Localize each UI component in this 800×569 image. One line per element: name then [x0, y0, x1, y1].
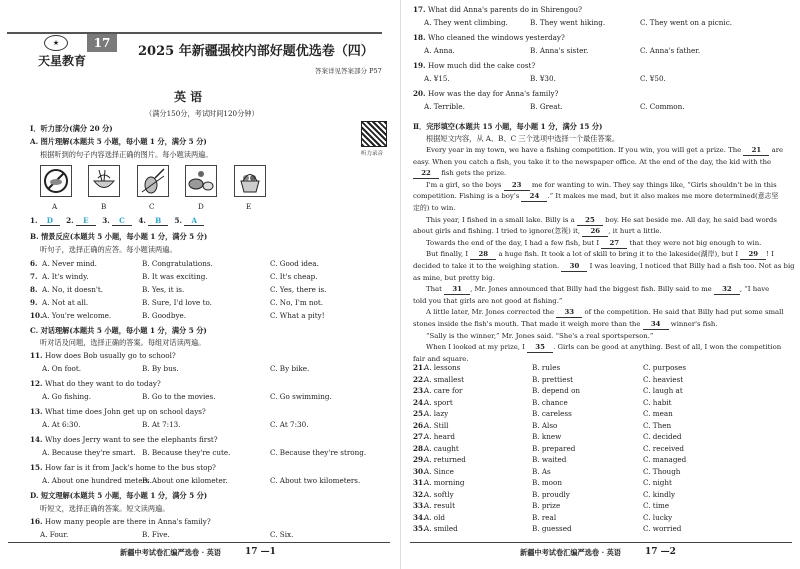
option-c[interactable]: C. At 7:30.	[270, 420, 309, 429]
passage-line: 22 fish gets the prize.	[413, 169, 506, 179]
option-c[interactable]: C. laugh at	[643, 386, 683, 395]
passage-line: fair and square.	[413, 354, 469, 363]
option-a[interactable]: A. old	[424, 512, 445, 522]
left-footer-text: 新疆中考试卷汇编严选卷 · 英语	[120, 548, 221, 557]
cloze-blank[interactable]: 25	[577, 216, 603, 226]
question-stem: 11. How does Bob usually go to school?	[30, 351, 176, 360]
question-stem: 18. Who cleaned the windows yesterday?	[413, 33, 565, 42]
option-a[interactable]: A. Go fishing.	[42, 392, 92, 401]
option-b[interactable]: B. chance	[532, 397, 568, 407]
passage-line: “Sally is the winner,” Mr. Jones said. “She's a real sportsperson.”	[426, 331, 654, 340]
question-number: 9.	[30, 298, 38, 307]
option-a[interactable]: A. heard	[424, 432, 455, 441]
passage-line: When I looked at my prize, I 35 . Girls can be good at anything. Best of all, I won the competition	[426, 343, 782, 352]
option-b[interactable]: B. Also	[532, 420, 558, 430]
cloze-blank[interactable]: 26	[582, 227, 608, 237]
option-c[interactable]: C. received	[643, 443, 684, 453]
option-b[interactable]: B. Anna's sister.	[530, 46, 589, 55]
option-c[interactable]: C. Because they're strong.	[270, 448, 367, 457]
cloze-blank[interactable]: 23	[504, 181, 530, 191]
option-number: 32.	[413, 489, 426, 499]
option-a[interactable]: A. On foot.	[42, 364, 82, 373]
option-c[interactable]: C. Anna's father.	[640, 46, 701, 55]
cloze-blank[interactable]: 28	[470, 250, 496, 260]
option-a[interactable]: A. It's windy.	[42, 272, 89, 281]
passage-line: decided to take it to the weighing station. 30 I was leaving, I noticed that Billy had a fish too. Not as big	[413, 262, 795, 270]
cloze-blank[interactable]: 22	[413, 169, 439, 179]
question-number: 10.	[30, 311, 43, 320]
option-c[interactable]: C. night	[643, 478, 672, 487]
option-a[interactable]: A. Not at all.	[42, 298, 89, 307]
option-number: 22.	[413, 374, 426, 384]
q16-option-b[interactable]: B. Five.	[142, 530, 170, 539]
option-a[interactable]: A. lessons	[424, 363, 461, 372]
option-a[interactable]: A. lazy	[424, 409, 449, 418]
fruit-basket-icon	[235, 166, 265, 196]
passage-line: Towards the end of the day, I had a few fish, but I 27 that they were not big enough to win.	[426, 238, 762, 247]
option-a[interactable]: A. care for	[424, 386, 463, 395]
option-c[interactable]: C. worried	[643, 524, 682, 533]
option-b[interactable]: B. Go to the movies.	[142, 392, 216, 401]
option-a[interactable]: A. smallest	[424, 374, 464, 384]
option-a[interactable]: A. morning	[424, 478, 465, 487]
answer-1: D	[40, 216, 60, 226]
part-a-heading: A. 图片理解(本题共 5 小题，每小题 1 分，满分 5 分)	[30, 137, 207, 146]
passage-line: Every year in my town, we have a fishing competition. If you win, you will get a prize. The 21 are	[426, 146, 784, 154]
option-b[interactable]: B. careless	[532, 409, 572, 418]
option-a[interactable]: A. Still	[424, 420, 449, 430]
header-rule	[7, 32, 382, 34]
option-b[interactable]: B. waited	[532, 455, 567, 464]
option-b[interactable]: B. About one kilometer.	[142, 476, 228, 485]
option-number: 27.	[413, 432, 426, 441]
brand-name: 天星教育	[38, 54, 87, 68]
pic-letter-a: A	[52, 202, 58, 211]
option-a[interactable]: A. No, it doesn't.	[42, 285, 104, 294]
option-number: 35.	[413, 524, 426, 533]
question-number: 6.	[30, 259, 38, 268]
picture-a-no-food	[40, 165, 72, 197]
qr-caption: 听力录音	[361, 151, 384, 157]
cloze-blank[interactable]: 21	[743, 146, 769, 156]
option-number: 30.	[413, 466, 426, 476]
option-b[interactable]: B. ¥30.	[530, 74, 556, 83]
passage-line: stones inside the fish's mouth. That made it weigh more than the 34 winner's fish.	[413, 320, 718, 328]
option-b[interactable]: B. rules	[532, 363, 561, 372]
option-c[interactable]: C. purposes	[643, 363, 687, 372]
option-c[interactable]: C. No, I'm not.	[270, 298, 324, 307]
option-a[interactable]: A. softly	[424, 489, 454, 499]
question-16: 16. How many people are there in Anna's family?	[30, 517, 211, 526]
question-number: 7.	[30, 272, 38, 281]
option-b[interactable]: B. Sure, I'd love to.	[142, 298, 212, 307]
option-a[interactable]: A. result	[424, 501, 455, 510]
question-stem: 14. Why does Jerry want to see the elephants first?	[30, 435, 218, 444]
option-a[interactable]: A. Because they're smart.	[42, 448, 136, 457]
right-footer-page: 17 —2	[645, 547, 676, 557]
option-b[interactable]: B. As	[532, 466, 551, 476]
option-a[interactable]: A. Never mind.	[42, 259, 97, 268]
cloze-blank[interactable]: 35	[527, 343, 553, 353]
option-c[interactable]: C. Though	[643, 466, 681, 476]
question-stem: 15. How far is it from Jack's home to the bus stop?	[30, 463, 216, 472]
option-a[interactable]: A. At 6:30.	[42, 420, 81, 429]
option-a[interactable]: A. ¥15.	[424, 74, 450, 83]
right-footer-rule	[410, 542, 792, 543]
q16-option-a[interactable]: A. Four.	[40, 530, 69, 539]
option-c[interactable]: C. habit	[643, 397, 672, 407]
option-c[interactable]: C. About two kilometers.	[270, 476, 361, 485]
cloze-blank[interactable]: 34	[643, 320, 669, 330]
option-c[interactable]: C. time	[643, 501, 670, 510]
option-b[interactable]: B. It was exciting.	[142, 272, 208, 281]
option-c[interactable]: C. lucky	[643, 512, 673, 522]
passage-line: This year, I fished in a small lake. Billy is a 25 boy. He sat beside me. All day, he said bad words	[426, 215, 777, 224]
option-c[interactable]: C. They went on a picnic.	[640, 18, 733, 27]
option-number: 28.	[413, 443, 426, 453]
option-number: 31.	[413, 478, 426, 487]
question-number: 8.	[30, 285, 38, 294]
option-a[interactable]: A. They went climbing.	[424, 18, 508, 27]
option-a[interactable]: A. sport	[424, 397, 453, 407]
option-b[interactable]: B. prize	[532, 501, 561, 510]
option-b[interactable]: B. proudly	[532, 489, 570, 499]
option-c[interactable]: C. Common.	[640, 102, 685, 111]
pic-letter-c: C	[149, 202, 155, 211]
pic-letter-e: E	[246, 202, 252, 211]
page-title: 2025 年新疆强校内部好题优选卷（四）	[138, 44, 374, 59]
passage-line: competition. Fishing is a boy's 24 .” It makes me mad, but it also makes me more determined(意志坚	[413, 192, 779, 201]
option-number: 33.	[413, 501, 426, 510]
option-c[interactable]: C. It's cheap.	[270, 272, 318, 281]
option-c[interactable]: C. mean	[643, 409, 673, 418]
option-b[interactable]: B. Because they're cute.	[142, 448, 231, 457]
option-number: 21.	[413, 363, 426, 372]
answer-2: E	[76, 216, 96, 226]
option-a[interactable]: A. smiled	[424, 524, 458, 533]
option-b[interactable]: B. depend on	[532, 386, 581, 395]
option-b[interactable]: B. Goodbye.	[142, 311, 187, 320]
section-listening: Ⅰ．听力部分(满分 20 分)	[30, 124, 113, 133]
passage-line: That 31 , Mr. Jones announced that Billy had the biggest fish. Billy said to me 32 , “I have	[426, 285, 770, 294]
passage-line: But finally, I 28 a huge fish. It took a lot of skill to bring it to the lakeside(湖岸), but I 29 ! I	[426, 250, 774, 259]
cloze-blank[interactable]: 33	[556, 308, 582, 318]
option-a[interactable]: A. returned	[424, 455, 466, 464]
passage-line: 定的) to win.	[413, 204, 456, 212]
part-d-instructions: 听短文，选择正确的答案。短文读两遍。	[40, 504, 170, 513]
picture-c-violin	[137, 165, 169, 197]
brand-logo: ★	[44, 35, 68, 51]
subject-heading: 英 语	[174, 90, 203, 104]
option-c[interactable]: C. managed	[643, 455, 687, 464]
cloze-blank[interactable]: 30	[561, 262, 587, 272]
qr-code[interactable]	[361, 121, 387, 147]
option-c[interactable]: C. kindly	[643, 489, 676, 499]
option-c[interactable]: C. Then	[643, 420, 672, 430]
option-a[interactable]: A. Since	[424, 466, 454, 476]
violin-icon	[138, 166, 168, 196]
option-c[interactable]: C. Yes, there is.	[270, 285, 327, 294]
no-food-icon	[41, 166, 71, 196]
answer-4: B	[148, 216, 168, 226]
q16-option-c[interactable]: C. Six.	[270, 530, 294, 539]
paper-number-badge: 17	[87, 34, 117, 52]
option-b[interactable]: B. Yes, it is.	[142, 285, 185, 294]
passage-line: as mine, but pretty big.	[413, 273, 495, 282]
cloze-instructions: 根据短文内容，从 A、B、C 三个选项中选择一个最佳答案。	[426, 134, 620, 143]
option-b[interactable]: B. guessed	[532, 524, 572, 533]
answer-3: C	[112, 216, 132, 226]
option-number: 25.	[413, 409, 426, 418]
page-divider	[400, 0, 401, 569]
picture-d-farm-animals	[185, 165, 217, 197]
option-b[interactable]: B. prepared	[532, 443, 576, 453]
question-stem: 12. What do they want to do today?	[30, 379, 161, 388]
option-b[interactable]: B. knew	[532, 432, 562, 441]
option-b[interactable]: B. By bus.	[142, 364, 179, 373]
passage-line: easy. When you catch a fish, you take it to the newspaper office. At the end of the day, the kid with the	[413, 157, 772, 166]
option-number: 34.	[413, 512, 426, 522]
option-c[interactable]: C. decided	[643, 432, 682, 441]
part-c-instructions: 听对话及问题，选择正确的答案。每组对话读两遍。	[40, 338, 206, 347]
passage-line: about girls and fishing. I tried to ignore(忽视) it, 26 , it hurt a little.	[413, 227, 662, 236]
answer-5: A	[184, 216, 204, 226]
option-a[interactable]: A. About one hundred meters.	[42, 476, 152, 485]
answer-line: 1. D 2. E 3. C 4. B 5. A	[30, 216, 204, 226]
option-c[interactable]: C. Good idea.	[270, 259, 319, 268]
cloze-blank[interactable]: 27	[601, 239, 627, 249]
animals-icon	[186, 166, 216, 196]
option-a[interactable]: A. You're welcome.	[42, 311, 112, 320]
option-a[interactable]: A. caught	[424, 443, 459, 453]
option-c[interactable]: C. What a pity!	[270, 311, 325, 320]
cloze-blank[interactable]: 31	[444, 285, 470, 295]
left-footer-page: 17 —1	[245, 547, 276, 557]
option-b[interactable]: B. At 7:13.	[142, 420, 181, 429]
option-number: 26.	[413, 420, 426, 430]
pic-letter-d: D	[198, 202, 204, 211]
option-b[interactable]: B. Congratulations.	[142, 259, 213, 268]
option-b[interactable]: B. real	[532, 512, 557, 522]
section-cloze: Ⅱ．完形填空(本题共 15 小题，每小题 1 分，满分 15 分)	[413, 122, 603, 131]
question-stem: 17. What did Anna's parents do in Shirengou?	[413, 5, 583, 14]
option-b[interactable]: B. Great.	[530, 102, 563, 111]
part-b-instructions: 听句子，选择正确的应答。每小题读两遍。	[40, 245, 177, 254]
option-c[interactable]: C. By bike.	[270, 364, 310, 373]
answer-reference: 答案详见答案部分 P57	[315, 67, 382, 75]
cloze-blank[interactable]: 32	[714, 285, 740, 295]
option-number: 23.	[413, 386, 426, 395]
picture-e-fruit-basket	[234, 165, 266, 197]
question-stem: 13. What time does John get up on school days?	[30, 407, 206, 416]
option-c[interactable]: C. ¥50.	[640, 74, 666, 83]
option-c[interactable]: C. Go swimming.	[270, 392, 332, 401]
picture-b-noodles	[88, 165, 120, 197]
option-a[interactable]: A. Anna.	[424, 46, 455, 55]
option-b[interactable]: B. They went hiking.	[530, 18, 606, 27]
cloze-blank[interactable]: 29	[740, 250, 766, 260]
cloze-blank[interactable]: 24	[521, 192, 547, 202]
exam-info: （满分150分，考试时间120分钟）	[145, 109, 259, 118]
option-a[interactable]: A. Terrible.	[424, 102, 465, 111]
option-number: 24.	[413, 397, 426, 407]
option-b[interactable]: B. moon	[532, 478, 562, 487]
passage-line: I'm a girl, so the boys 23 me for wanting to win. They say things like, “Girls shouldn't be in this	[426, 180, 777, 189]
option-b[interactable]: B. prettiest	[532, 374, 574, 384]
option-number: 29.	[413, 455, 426, 464]
part-a-instructions: 根据听到的句子内容选择正确的图片。每小题读两遍。	[40, 150, 213, 159]
passage-line: told you that girls are not good at fishing.”	[413, 296, 563, 305]
question-stem: 20. How was the day for Anna's family?	[413, 89, 559, 98]
option-c[interactable]: C. heaviest	[643, 374, 684, 384]
left-footer-rule	[8, 542, 390, 543]
pic-letter-b: B	[101, 202, 107, 211]
part-b-heading: B. 情景反应(本题共 5 小题，每小题 1 分，满分 5 分)	[30, 232, 208, 241]
part-d-heading: D. 短文理解(本题共 5 小题，每小题 1 分，满分 5 分)	[30, 491, 208, 500]
right-footer-text: 新疆中考试卷汇编严选卷 · 英语	[520, 548, 621, 557]
question-stem: 19. How much did the cake cost?	[413, 61, 536, 70]
passage-line: A little later, Mr. Jones corrected the 33 of the competition. He said that Billy had put some small	[426, 308, 784, 317]
noodle-bowl-icon	[89, 166, 119, 196]
part-c-heading: C. 对话理解(本题共 5 小题，每小题 1 分，满分 5 分)	[30, 326, 207, 335]
